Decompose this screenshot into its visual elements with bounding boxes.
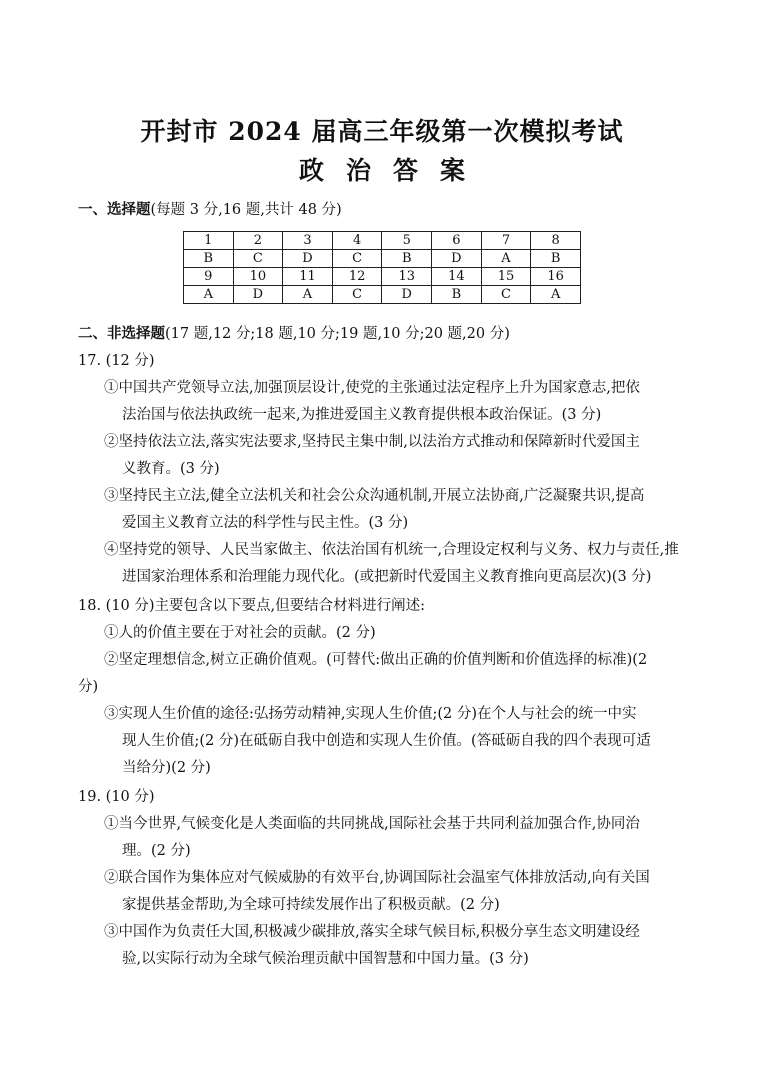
section2-note: (17 题,12 分;18 题,10 分;19 题,10 分;20 题,20 分) — [165, 326, 510, 342]
table-cell: 6 — [432, 232, 482, 250]
q18-line: ③实现人生价值的途径:弘扬劳动精神,实现人生价值;(2 分)在个人与社会的统一中实 — [104, 706, 637, 722]
q18-line: 现人生价值;(2 分)在砥砺自我中创造和实现人生价值。(答砥砺自我的四个表现可适 — [122, 733, 651, 749]
page-title: 开封市 2024 届高三年级第一次模拟考试 — [140, 117, 624, 146]
q17-line: 爱国主义教育立法的科学性与民主性。(3 分) — [122, 515, 409, 531]
answer-table — [183, 231, 581, 304]
q19-line: 家提供基金帮助,为全球可持续发展作出了积极贡献。(2 分) — [122, 897, 500, 913]
section2-heading-text: 二、非选择题 — [78, 325, 165, 342]
q19-line: 验,以实际行动为全球气候治理贡献中国智慧和中国力量。(3 分) — [122, 951, 529, 967]
section1-note: (每题 3 分,16 题,共计 48 分) — [150, 202, 342, 218]
table-row — [184, 286, 581, 304]
table-cell: 8 — [531, 232, 581, 250]
table-cell: D — [233, 286, 283, 304]
q17-line: ③坚持民主立法,健全立法机关和社会公众沟通机制,开展立法协商,广泛凝聚共识,提高 — [104, 488, 645, 504]
table-cell: 15 — [481, 268, 531, 286]
table-row — [184, 250, 581, 268]
table-cell: 13 — [382, 268, 432, 286]
table-cell: 14 — [432, 268, 482, 286]
table-cell: 3 — [283, 232, 333, 250]
q19-line: ①当今世界,气候变化是人类面临的共同挑战,国际社会基于共同利益加强合作,协同治 — [104, 816, 640, 832]
q18-line: ①人的价值主要在于对社会的贡献。(2 分) — [104, 625, 376, 641]
table-cell: B — [382, 250, 432, 268]
q17-line: 进国家治理体系和治理能力现代化。(或把新时代爱国主义教育推向更高层次)(3 分) — [122, 569, 652, 585]
section1-heading-text: 一、选择题 — [78, 201, 151, 218]
table-cell: A — [481, 250, 531, 268]
table-cell: C — [233, 250, 283, 268]
section1-heading — [78, 200, 342, 220]
q19-line: ③中国作为负责任大国,积极减少碳排放,落实全球气候目标,积极分享生态文明建设经 — [104, 924, 640, 940]
q17-line: ①中国共产党领导立法,加强顶层设计,使党的主张通过法定程序上升为国家意志,把依 — [104, 380, 640, 396]
table-cell: 2 — [233, 232, 283, 250]
q18-line: 当给分)(2 分) — [122, 760, 211, 776]
q18-line: ②坚定理想信念,树立正确价值观。(可替代:做出正确的价值判断和价值选择的标准)(2 — [104, 652, 648, 668]
table-cell: C — [332, 250, 382, 268]
table-cell: C — [481, 286, 531, 304]
table-cell: 1 — [184, 232, 234, 250]
table-cell: B — [432, 286, 482, 304]
table-cell: D — [382, 286, 432, 304]
q19-line: ②联合国作为集体应对气候威胁的有效平台,协调国际社会温室气体排放活动,向有关国 — [104, 870, 650, 886]
table-cell: 9 — [184, 268, 234, 286]
table-cell: 4 — [332, 232, 382, 250]
section2-heading — [78, 324, 510, 344]
q18-line: 分) — [78, 679, 99, 695]
table-cell: D — [283, 250, 333, 268]
table-cell: 7 — [481, 232, 531, 250]
table-cell: C — [332, 286, 382, 304]
table-cell: B — [184, 250, 234, 268]
table-row — [184, 232, 581, 250]
q17-line: ②坚持依法立法,落实宪法要求,坚持民主集中制,以法治方式推动和保障新时代爱国主 — [104, 434, 640, 450]
q17-line: ④坚持党的领导、人民当家做主、依法治国有机统一,合理设定权利与义务、权力与责任,推 — [104, 542, 679, 558]
page-subtitle: 政治答案 — [298, 156, 487, 185]
q17-line: 义教育。(3 分) — [122, 461, 220, 477]
table-cell: B — [531, 250, 581, 268]
table-cell: 10 — [233, 268, 283, 286]
q17-header: 17. (12 分) — [78, 353, 155, 369]
q18-header: 18. (10 分)主要包含以下要点,但要结合材料进行阐述: — [78, 598, 426, 614]
table-cell: 11 — [283, 268, 333, 286]
table-cell: 12 — [332, 268, 382, 286]
table-cell: 16 — [531, 268, 581, 286]
q17-line: 法治国与依法执政统一起来,为推进爱国主义教育提供根本政治保证。(3 分) — [122, 407, 602, 423]
table-cell: A — [531, 286, 581, 304]
q19-header: 19. (10 分) — [78, 789, 155, 805]
table-cell: A — [283, 286, 333, 304]
table-cell: A — [184, 286, 234, 304]
table-row — [184, 268, 581, 286]
q19-line: 理。(2 分) — [122, 843, 191, 859]
table-cell: 5 — [382, 232, 432, 250]
table-cell: D — [432, 250, 482, 268]
